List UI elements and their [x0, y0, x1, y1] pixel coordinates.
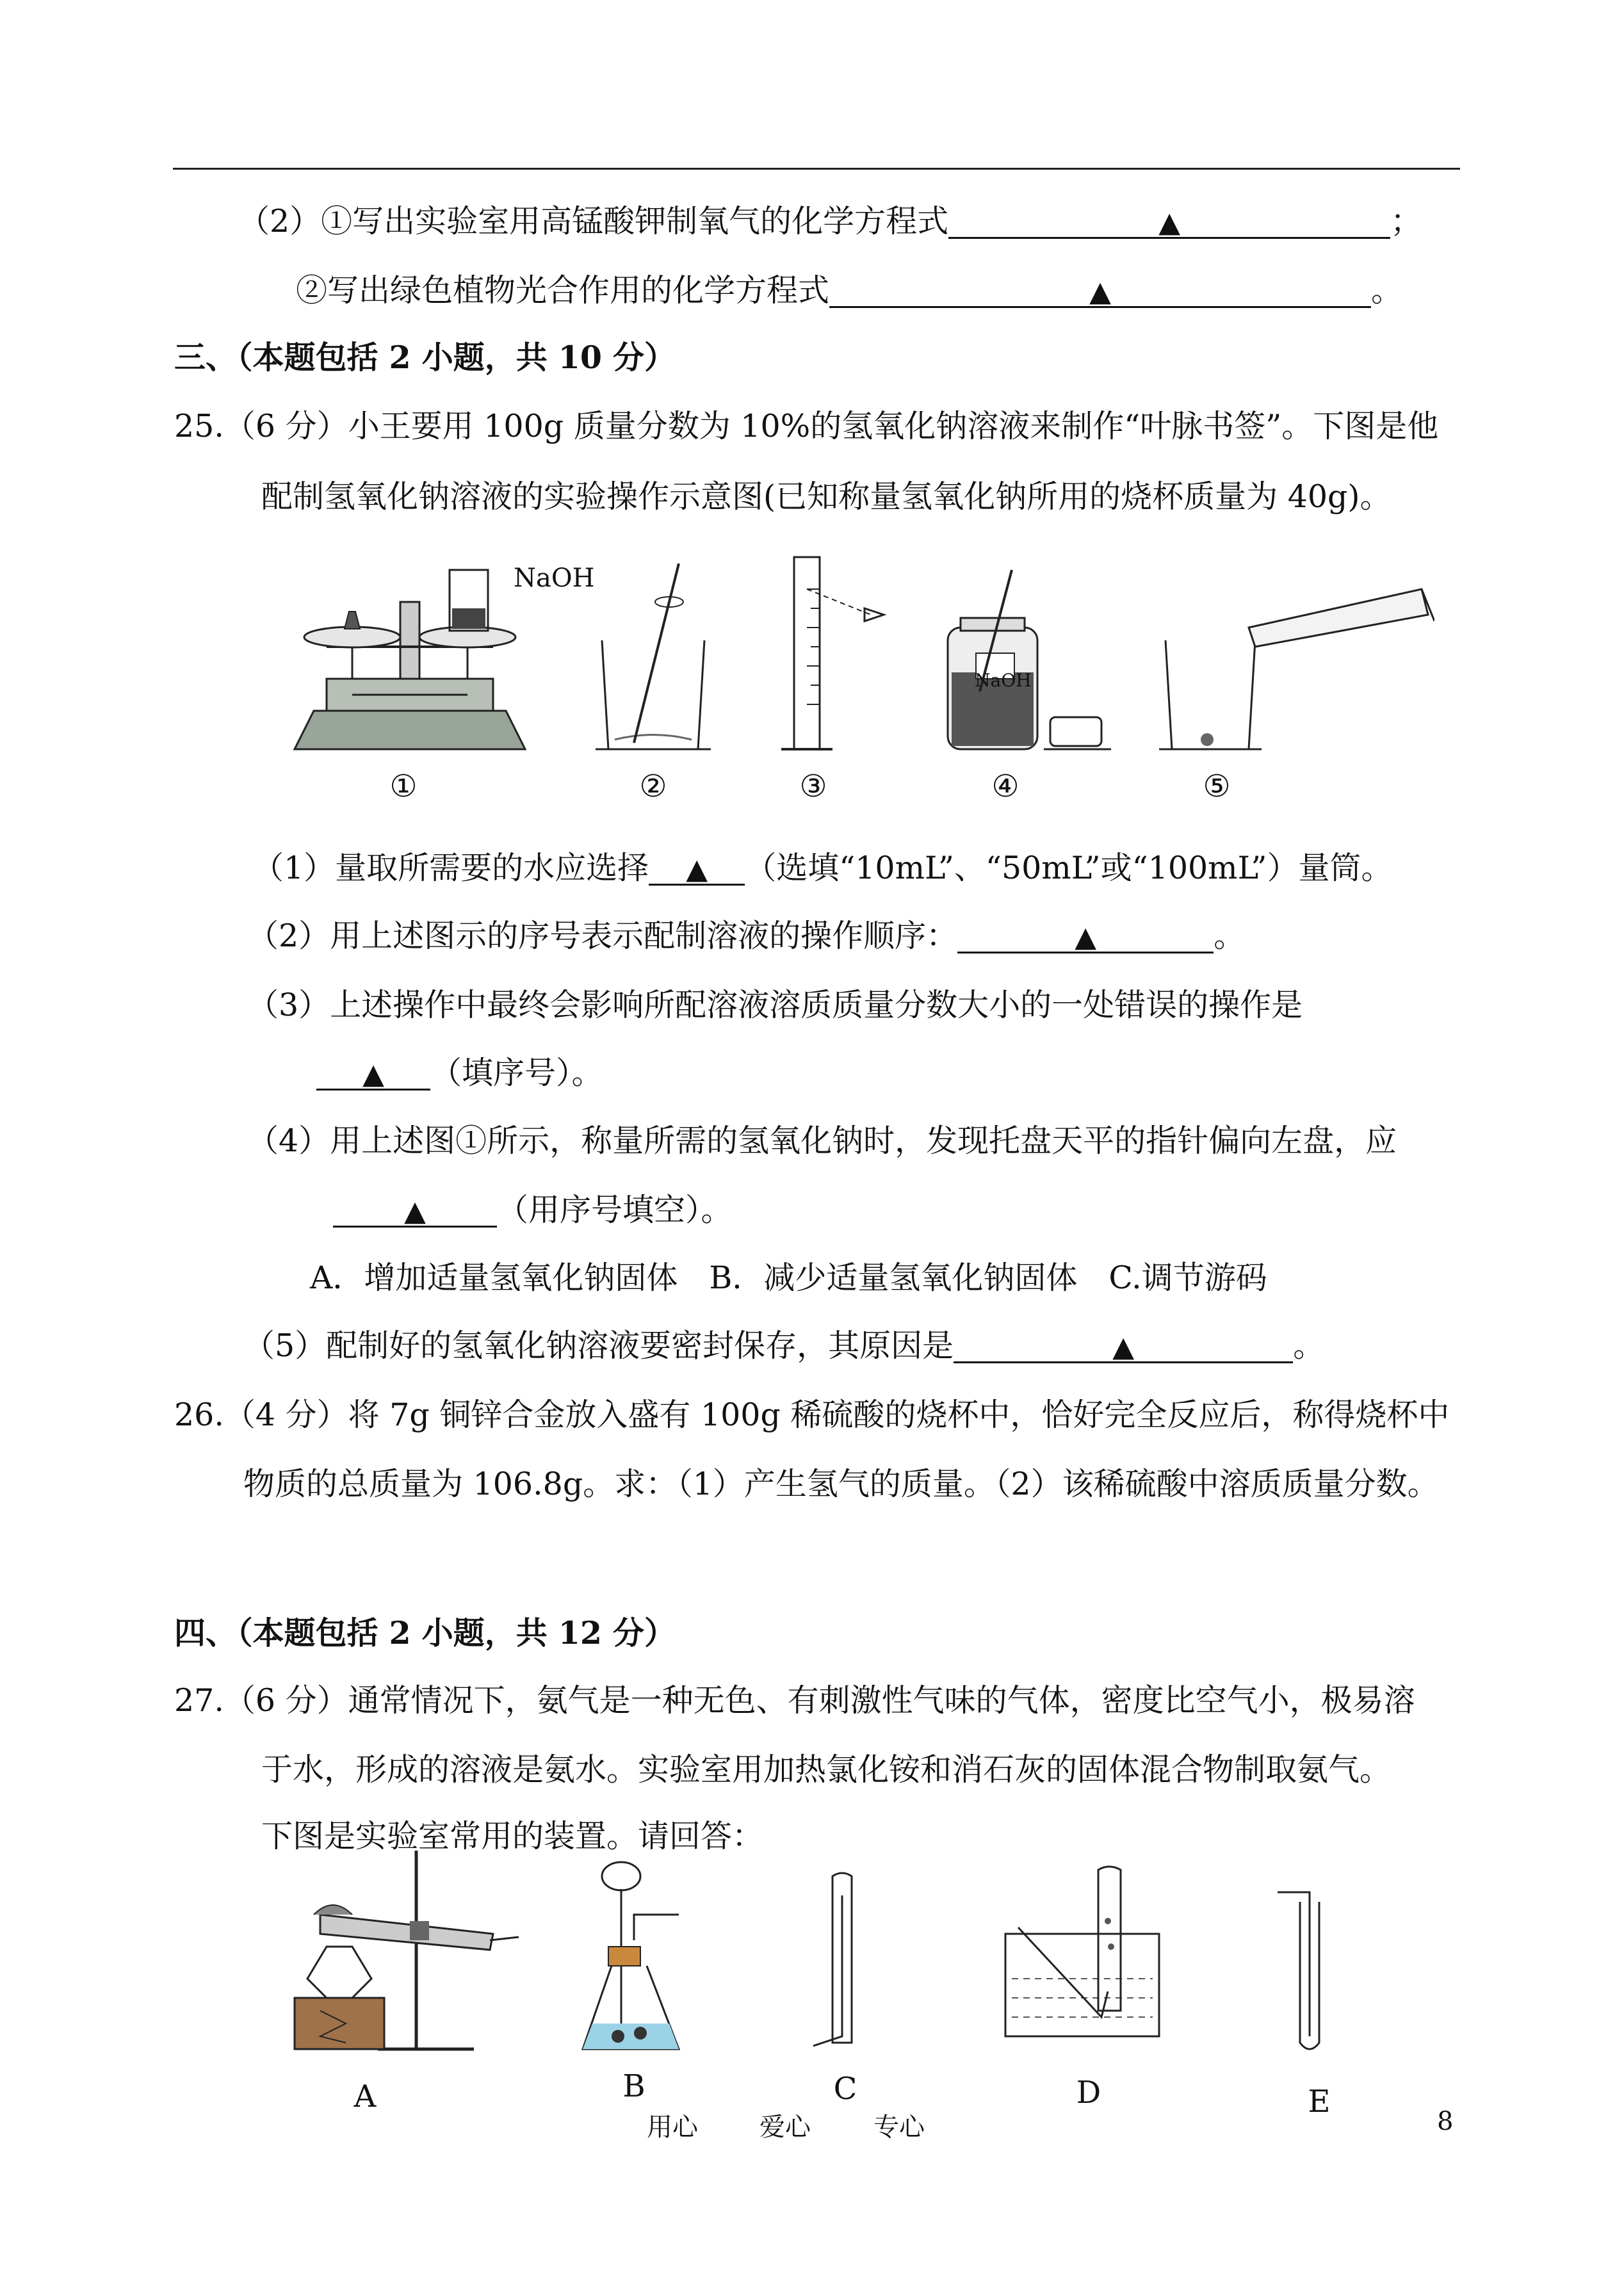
answer-blank[interactable]: ▲ — [954, 1327, 1293, 1363]
q25-line2: 配制氢氧化钠溶液的实验操作示意图(已知称量氢氧化钠所用的烧杯质量为 40g)。 — [261, 478, 1392, 515]
q24-part2-line1: （2）①写出实验室用高锰酸钾制氧气的化学方程式 ▲ ； — [238, 203, 1422, 239]
q27-line2: 于水，形成的溶液是氨水。实验室用加热氯化铵和消石灰的固体混合物制取氨气。 — [261, 1751, 1392, 1788]
q25-p3: （3）上述操作中最终会影响所配溶液溶质质量分数大小的一处错误的操作是 — [247, 987, 1303, 1023]
section-3-title: 三、（本题包括 2 小题，共 10 分） — [174, 339, 676, 376]
q27-line1: 27.（6 分）通常情况下，氨气是一种无色、有刺激性气味的气体，密度比空气小，极易溶 — [174, 1682, 1415, 1719]
q25-p4: （4）用上述图①所示，称量所需的氢氧化钠时，发现托盘天平的指针偏向左盘，应 — [247, 1123, 1397, 1159]
jar-naoh-label: NaOH — [975, 670, 1032, 691]
answer-blank[interactable]: ▲ — [649, 849, 745, 886]
step-label-4: ④ — [991, 768, 1019, 804]
q25-p2: （2）用上述图示的序号表示配制溶液的操作顺序： ▲ 。 — [247, 918, 1246, 954]
answer-blank[interactable]: ▲ — [333, 1191, 497, 1228]
apparatus-label-c: C — [833, 2071, 857, 2107]
footer-motto-1: 用心 — [647, 2113, 698, 2142]
step-label-2: ② — [639, 768, 667, 804]
q25-p1: （1）量取所需要的水应选择 ▲ （选填“10mL”、“50mL”或“100mL”）量筒。 — [252, 850, 1393, 886]
apparatus-c-upward-tube-figure — [807, 1870, 884, 2062]
answer-blank[interactable]: ▲ — [829, 272, 1371, 308]
section-4-title: 四、（本题包括 2 小题，共 12 分） — [174, 1614, 676, 1651]
naoh-label: NaOH — [514, 564, 595, 593]
q24-part2-line2: ②写出绿色植物光合作用的化学方程式 ▲ 。 — [296, 272, 1403, 309]
footer-motto-3: 专心 — [873, 2113, 925, 2142]
apparatus-b-flask-figure — [576, 1857, 704, 2062]
q26-line1: 26.（4 分）将 7g 铜锌合金放入盛有 100g 稀硫酸的烧杯中，恰好完全反应后，称得烧杯中 — [174, 1397, 1450, 1433]
apparatus-label-e: E — [1308, 2084, 1331, 2120]
header-rule — [173, 168, 1460, 170]
step4-reagent-jar-figure — [935, 564, 1127, 756]
answer-blank[interactable]: ▲ — [957, 917, 1214, 953]
q25-p4-options: A．增加适量氢氧化钠固体 B．减少适量氢氧化钠固体 C.调节游码 — [310, 1260, 1267, 1296]
q25-p4-answer: ▲ （用序号填空）。 — [333, 1191, 733, 1229]
q27-line3: 下图是实验室常用的装置。请回答： — [261, 1818, 764, 1854]
step5-pouring-figure — [1153, 576, 1434, 756]
step-label-3: ③ — [799, 768, 827, 804]
step3-cylinder-figure — [768, 551, 897, 756]
apparatus-label-b: B — [622, 2068, 646, 2104]
answer-blank[interactable]: ▲ — [316, 1054, 430, 1091]
apparatus-d-water-trough-figure — [999, 1863, 1178, 2056]
step1-balance-figure — [282, 551, 538, 756]
step-label-5: ⑤ — [1203, 768, 1231, 804]
apparatus-a-heating-figure — [282, 1844, 525, 2062]
q25-line1: 25.（6 分）小王要用 100g 质量分数为 10%的氢氧化钠溶液来制作“叶脉书签”。下图是他 — [174, 408, 1439, 444]
q25-p5: （5）配制好的氢氧化钠溶液要密封保存，其原因是 ▲ 。 — [243, 1327, 1325, 1364]
step-label-1: ① — [389, 768, 418, 804]
q26-line2: 物质的总质量为 106.8g。求：（1）产生氢气的质量。（2）该稀硫酸中溶质质量分数。 — [243, 1466, 1439, 1502]
apparatus-label-a: A — [353, 2079, 377, 2114]
page-number: 8 — [1437, 2107, 1454, 2136]
answer-blank[interactable]: ▲ — [948, 202, 1390, 239]
q25-p3-answer: ▲ （填序号）。 — [316, 1054, 603, 1092]
apparatus-label-d: D — [1076, 2075, 1101, 2111]
apparatus-e-downward-tube-figure — [1274, 1883, 1351, 2062]
step2-stirring-figure — [589, 557, 717, 756]
footer-motto-2: 爱心 — [759, 2113, 811, 2142]
